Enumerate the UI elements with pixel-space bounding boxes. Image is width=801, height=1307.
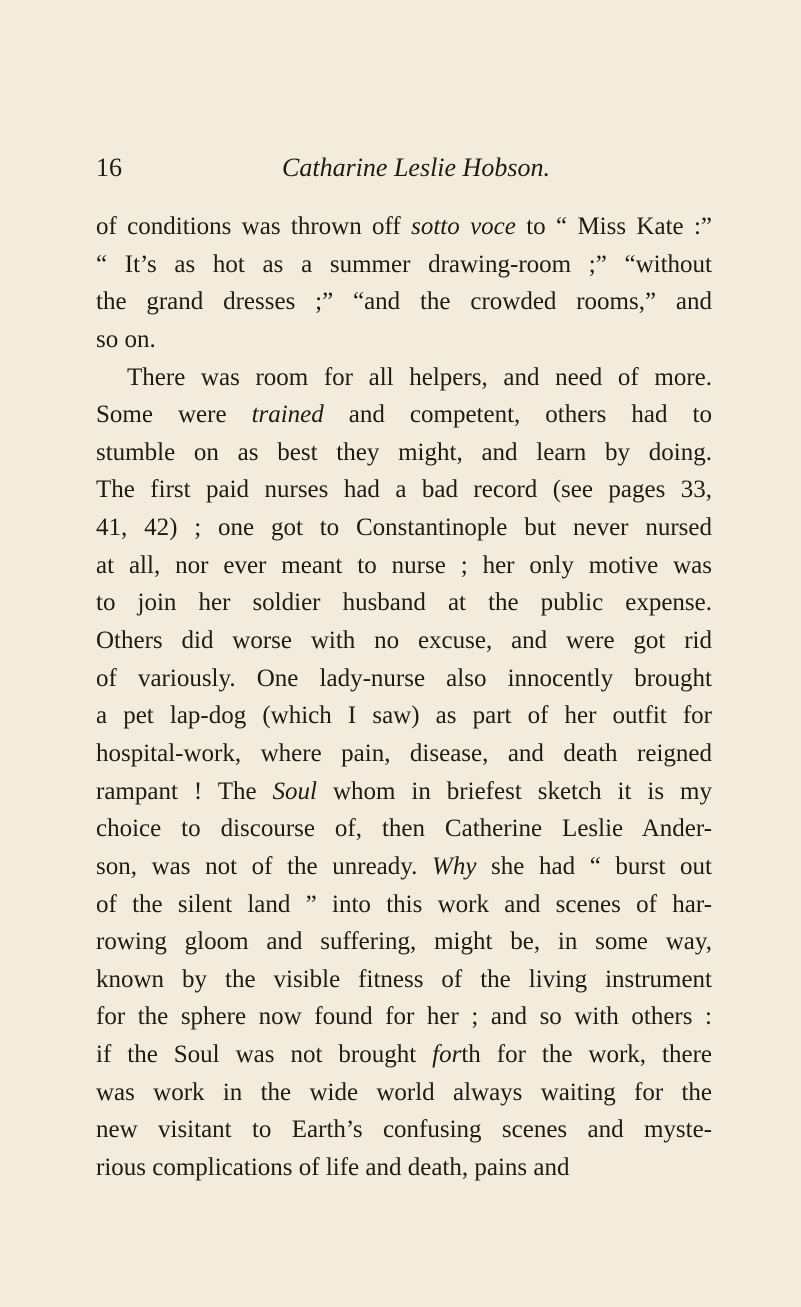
text-line: to join her soldier husband at the public expense.	[96, 589, 712, 617]
running-title: Catharine Leslie Hobson.	[282, 153, 550, 182]
text-line: a pet lap-dog (which I saw) as part of her outfit for	[96, 702, 712, 730]
text-line: There was room for all helpers, and need of more.	[127, 363, 712, 391]
text-line: if the Soul was not brought forth for the work, there	[96, 1041, 712, 1069]
text-line: hospital-work, where pain, disease, and death reigned	[96, 739, 712, 767]
text-line: at all, nor ever meant to nurse ; her only motive was	[96, 551, 712, 579]
text-line: rampant ! The Soul whom in briefest sketch it is my	[96, 777, 712, 805]
text-line: rowing gloom and suffering, might be, in some way,	[96, 928, 712, 956]
text-line: “ It’s as hot as a summer drawing-room ;” “without	[96, 250, 712, 278]
text-line: son, was not of the unready. Why she had “ burst out	[96, 852, 712, 880]
text-line: stumble on as best they might, and learn by doing.	[96, 438, 712, 466]
running-head	[96, 151, 716, 185]
text-line: new visitant to Earth’s confusing scenes and myste-	[96, 1116, 712, 1144]
italic-word: Why	[432, 852, 477, 880]
text-line: so on.	[96, 325, 156, 353]
italic-word: Soul	[272, 777, 317, 805]
text-line: rious complications of life and death, pains and	[96, 1154, 570, 1182]
text-line: Some were trained and competent, others had to	[96, 401, 712, 429]
text-line: for the sphere now found for her ; and so with others :	[96, 1003, 712, 1031]
text-line: choice to discourse of, then Catherine Leslie Ander-	[96, 815, 712, 843]
text-line: 41, 42) ; one got to Constantinople but never nursed	[96, 514, 712, 542]
text-line: of conditions was thrown off sotto voce to “ Miss Kate :”	[96, 213, 712, 240]
page-number: 16	[96, 153, 122, 182]
body-text	[96, 208, 712, 1187]
italic-word: trained	[251, 401, 324, 429]
text-line: of variously. One lady-nurse also innocently brought	[96, 664, 712, 692]
text-line: known by the visible fitness of the living instrument	[96, 965, 712, 993]
italic-word: sotto voce	[411, 213, 516, 240]
text-line: Others did worse with no excuse, and were got rid	[96, 627, 712, 655]
text-line: was work in the wide world always waiting for the	[96, 1078, 712, 1106]
italic-word: for	[432, 1041, 462, 1069]
text-line: the grand dresses ;” “and the crowded rooms,” and	[96, 288, 712, 316]
text-line: of the silent land ” into this work and scenes of har-	[96, 890, 712, 918]
text-line: The first paid nurses had a bad record (see pages 33,	[96, 476, 712, 504]
